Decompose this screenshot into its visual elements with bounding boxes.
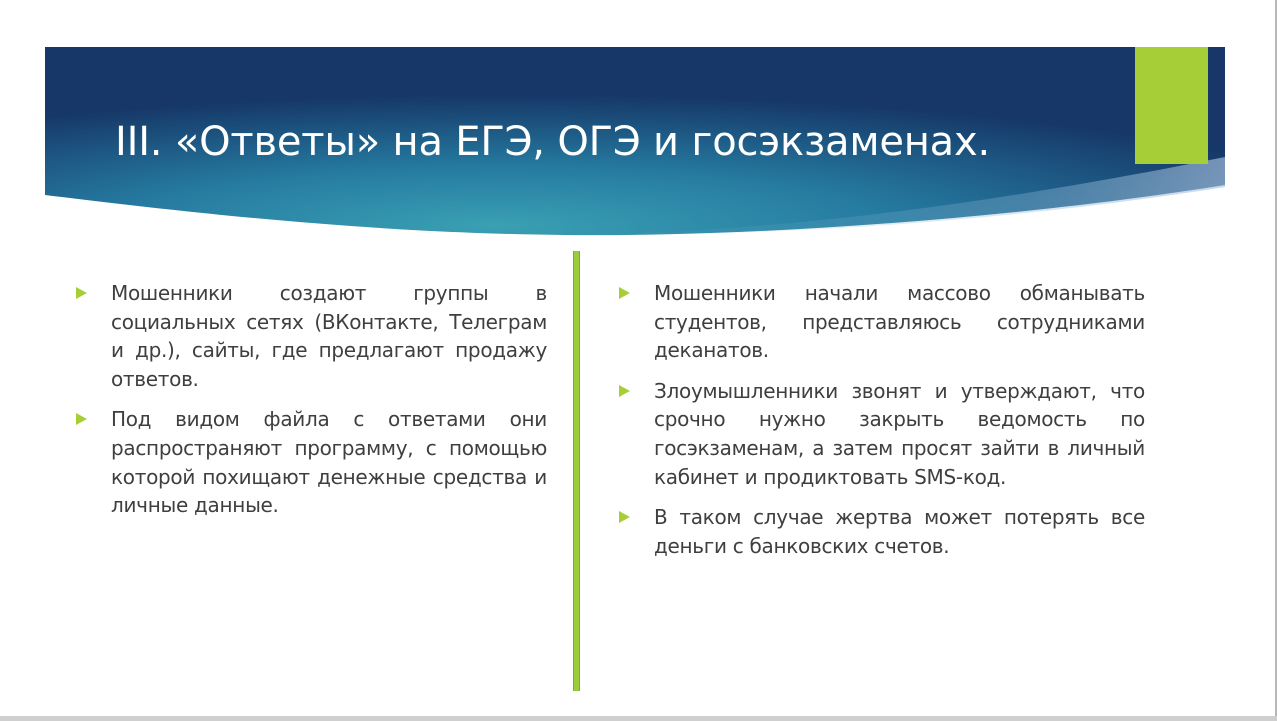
- bullet-text: Мошенники создают группы в социальных сетях (ВКонтакте, Телеграм и др.), сайты, где предлагают продажу ответов.: [111, 281, 547, 391]
- title-accent-block: [1135, 47, 1208, 164]
- bullet-text: Мошенники начали массово обманывать студентов, представляюсь сотрудниками деканатов.: [654, 281, 1145, 363]
- bullet-item: [76, 405, 547, 519]
- bullet-item: [76, 279, 547, 393]
- left-column: [76, 279, 547, 532]
- bullet-item: [619, 377, 1145, 491]
- triangle-right-icon: [619, 287, 630, 299]
- bullet-item: [619, 279, 1145, 365]
- slide-edge-bottom: [0, 716, 1277, 721]
- bullet-text: В таком случае жертва может потерять все деньги с банковских счетов.: [654, 505, 1145, 558]
- triangle-right-icon: [619, 511, 630, 523]
- triangle-right-icon: [76, 413, 87, 425]
- bullet-text: Злоумышленники звонят и утверждают, что срочно нужно закрыть ведомость по госэкзаменам, а затем просят зайти в личный кабинет и продиктовать SMS-код.: [654, 378, 1145, 489]
- column-divider: [573, 251, 580, 691]
- triangle-right-icon: [619, 385, 630, 397]
- bullet-text: Под видом файла с ответами они распространяют программу, с помощью которой похищают денежные средства и личные данные.: [111, 407, 547, 518]
- bullet-item: [619, 503, 1145, 560]
- triangle-right-icon: [76, 287, 87, 299]
- right-column: [619, 279, 1145, 572]
- slide-title: III. «Ответы» на ЕГЭ, ОГЭ и госэкзаменах.: [115, 119, 990, 165]
